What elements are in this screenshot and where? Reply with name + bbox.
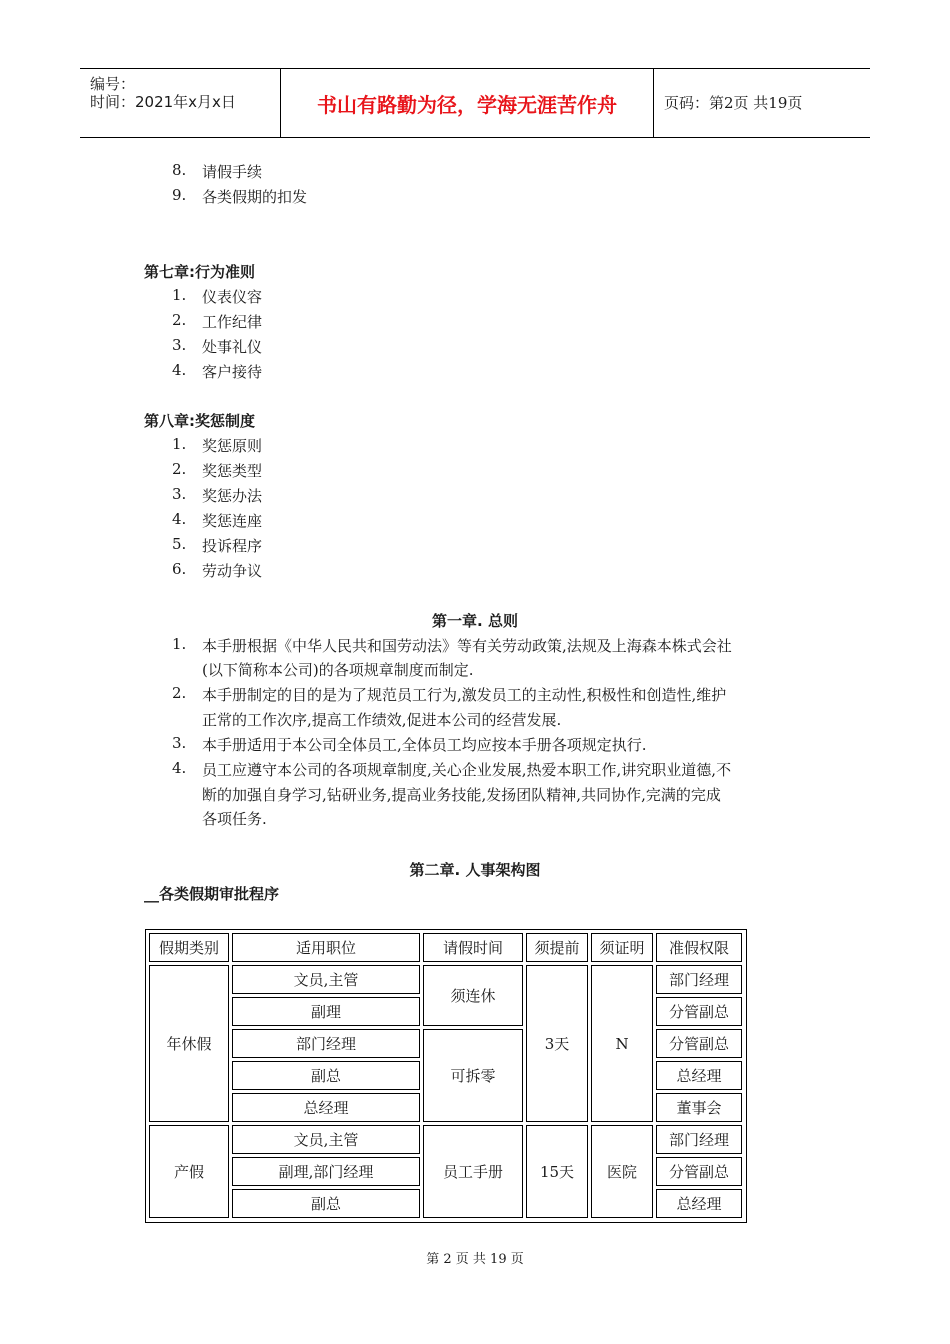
code-label: 编号： [90,75,136,93]
table-cell: 副总 [232,1061,420,1090]
chapter7-title: 第七章:行为准则 [144,263,255,281]
table-caption: __各类假期审批程序 [144,885,280,903]
item-number: 1. [172,635,187,653]
item-text: 投诉程序 [202,537,263,555]
table-header: 适用职位 [232,933,420,962]
table-cell: 文员,主管 [232,1125,420,1154]
header-page-info: 页码：第2页 共19页 [664,94,803,112]
item-number: 9. [172,186,187,204]
header-meta [80,69,280,137]
item-number: 4. [172,510,187,528]
item-number: 6. [172,560,187,578]
table-cell: 副理 [232,997,420,1026]
table-header: 须证明 [591,933,653,962]
item-text: 请假手续 [202,163,263,181]
table-cell: N [591,965,653,1122]
item-text: 处事礼仪 [202,338,263,356]
item-text: 工作纪律 [202,313,263,331]
table-cell: 部门经理 [656,965,742,994]
leave-type-annual: 年休假 [149,965,229,1122]
item-number: 4. [172,759,187,777]
item-number: 2. [172,684,187,702]
item-number: 1. [172,435,187,453]
item-text: 本手册制定的目的是为了规范员工行为,激发员工的主动性,积极性和创造性,维护 [202,686,727,704]
item-text: 客户接待 [202,363,263,381]
table-cell: 可拆零 [423,1029,523,1122]
table-cell: 部门经理 [656,1125,742,1154]
item-number: 1. [172,286,187,304]
table-cell: 总经理 [656,1061,742,1090]
chapter1-title: 第一章. 总则 [432,612,518,630]
page-header [80,68,870,138]
date-label: 时间：2021年x月x日 [90,93,236,111]
item-text: 奖惩办法 [202,487,263,505]
leave-approval-table [145,929,747,1223]
table-cell: 文员,主管 [232,965,420,994]
item-number: 3. [172,485,187,503]
leave-type-maternity: 产假 [149,1125,229,1218]
item-text: 各类假期的扣发 [202,188,308,206]
table-cell: 董事会 [656,1093,742,1122]
table-header: 请假时间 [423,933,523,962]
table-cell: 3天 [526,965,588,1122]
table-cell: 总经理 [656,1189,742,1218]
table-cell: 分管副总 [656,1157,742,1186]
header-motto: 书山有路勤为径，学海无涯苦作舟 [317,92,617,117]
item-number: 4. [172,361,187,379]
item-text: 各项任务. [202,810,267,828]
table-cell: 须连休 [423,965,523,1026]
item-number: 3. [172,734,187,752]
header-divider [653,69,654,137]
table-header: 准假权限 [656,933,742,962]
item-text: 断的加强自身学习,钻研业务,提高业务技能,发扬团队精神,共同协作,完满的完成 [202,786,721,804]
item-number: 2. [172,311,187,329]
item-text: (以下简称本公司)的各项规章制度而制定. [202,661,474,679]
item-text: 劳动争议 [202,562,263,580]
table-cell: 总经理 [232,1093,420,1122]
table-cell: 部门经理 [232,1029,420,1058]
item-text: 仪表仪容 [202,288,263,306]
page-footer: 第 2 页 共 19 页 [426,1252,524,1267]
item-text: 本手册根据《中华人民共和国劳动法》等有关劳动政策,法规及上海森本株式会社 [202,637,732,655]
table-header: 须提前 [526,933,588,962]
item-text: 奖惩类型 [202,462,263,480]
item-text: 奖惩原则 [202,437,263,455]
table-cell: 员工手册 [423,1125,523,1218]
chapter2-title: 第二章. 人事架构图 [409,861,541,879]
item-number: 3. [172,336,187,354]
table-cell: 副理,部门经理 [232,1157,420,1186]
item-number: 8. [172,161,187,179]
item-number: 2. [172,460,187,478]
item-number: 5. [172,535,187,553]
item-text: 正常的工作次序,提高工作绩效,促进本公司的经营发展. [202,711,562,729]
table-cell: 分管副总 [656,1029,742,1058]
chapter8-title: 第八章:奖惩制度 [144,412,255,430]
item-text: 本手册适用于本公司全体员工,全体员工均应按本手册各项规定执行. [202,736,647,754]
table-cell: 医院 [591,1125,653,1218]
table-header: 假期类别 [149,933,229,962]
item-text: 员工应遵守本公司的各项规章制度,关心企业发展,热爱本职工作,讲究职业道德,不 [202,761,732,779]
table-cell: 分管副总 [656,997,742,1026]
item-text: 奖惩连座 [202,512,263,530]
table-cell: 15天 [526,1125,588,1218]
table-cell: 副总 [232,1189,420,1218]
